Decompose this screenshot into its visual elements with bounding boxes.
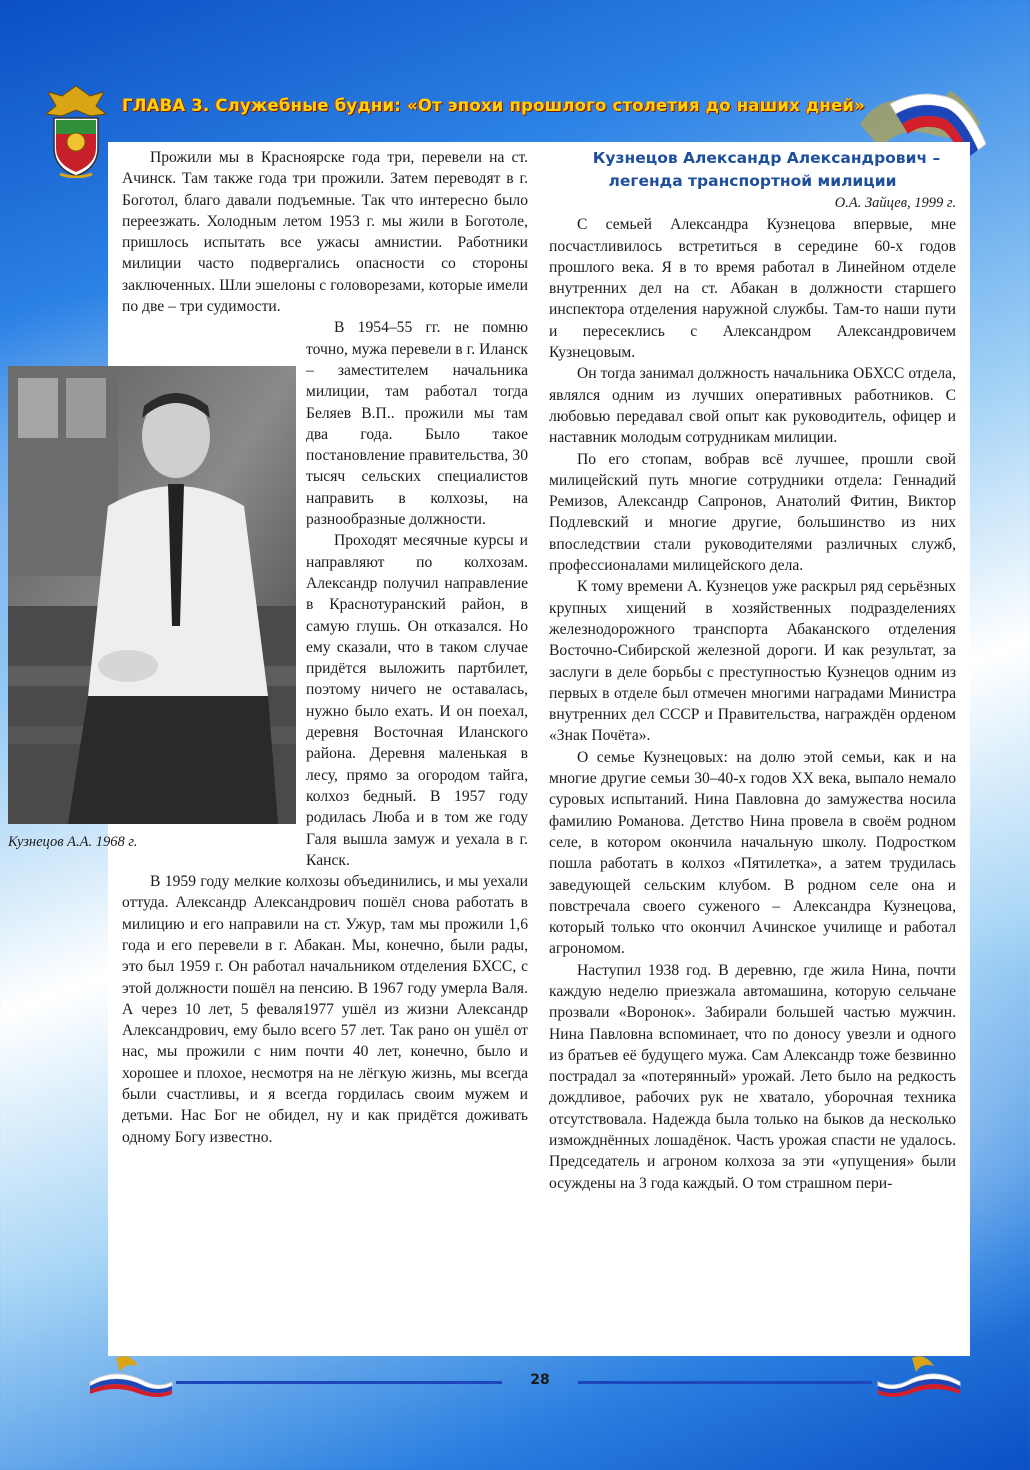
- police-emblem-icon: [40, 82, 112, 178]
- paragraph: Он тогда занимал должность начальника ОБХСС отдела, являлся одним из лучших оперативных работников. С любовью передавал свой опыт как руководитель, офицер и наставник молодым сотрудникам милиции.: [549, 365, 956, 447]
- left-column-flow: [8, 147, 528, 1148]
- paragraph: По его стопам, вобрав всё лучшее, прошли свой милицейский путь многие сотрудники отдела: Геннадий Ремизов, Александр Сапронов, Анатолий Фитин, Виктор Подлевский и многие другие, большинство из них впоследствии стали руководителями различных служб, профессионалами милицейского дела.: [549, 450, 956, 575]
- flag-ribbon-right-icon: [876, 1352, 964, 1400]
- paragraph: В 1954–55 гг. не помню точно, мужа перевели в г. Иланск – заместителем начальника милиции, там работал тогда Беляев В.П.. прожили мы там два года. Было такое постановление правительства, 30 тысяч сельских специалистов направить в колхозы, на разнообразные должности.: [306, 319, 528, 529]
- portrait-image: [8, 366, 296, 824]
- portrait-photo: [8, 366, 296, 851]
- page-number: 28: [530, 1372, 550, 1388]
- paragraph: Наступил 1938 год. В деревню, где жила Нина, почти каждую неделю приезжала автомашина, которую сельчане прозвали «Воронок». Забирали большей частью мужчин. Нина Павловна вспоминает, что по доносу увезли и одного из братьев её будущего мужа. Сам Александр тоже безвинно пострадал за «потерянный» урожай. Лето было на редкость дождливое, рабочих рук не хватало, уборочная техника отсутствовала. Надежда была только на быков да несколько изможднённых лошадёнок. Часть урожая спасти не удалось. Председатель и агроном колхоза за эти «упущения» были осуждены на 3 года каждый. О том страшном пери-: [549, 961, 956, 1192]
- right-column: [549, 147, 956, 1194]
- paragraph: В 1959 году мелкие колхозы объединились, и мы уехали оттуда. Александр Александрович пошёл снова работать в милицию и его направили на ст. Ужур, там мы прожили 1,6 года и его перевели в г. Абакан. Мы, конечно, были рады, это был 1959 г. Он работал начальником отделения БХСС, с этой должности пошёл на пенсию. В 1967 году умерла Валя. А через 10 лет, 5 феваля1977 ушёл из жизни Александр Александрович, ему было всего 57 лет. Так рано он ушёл от нас, мы прожили с ним почти 40 лет, конечно, было и хорошее и плохое, несмотря на не лёгкую жизнь, мы всегда были счастливы, и я всегда гордилась своим мужем и детьми. Нас Бог не обидел, ну и как придётся доживать одному Богу известно.: [122, 873, 528, 1146]
- article-byline: О.А. Зайцев, 1999 г.: [834, 195, 956, 211]
- paragraph: О семье Кузнецовых: на долю этой семьи, как и на многие другие семьи 30–40-х годов XX века, выпало немало суровых испытаний. Нина Павловна до замужества носила фамилию Романова. Детство Нина провела в своём родном селе, в котором окончила начальную школу. Подростком пошла работать в колхоз «Пятилетка», а затем трудилась заведующей сельским клубом. В родном селе она и повстречала своего суженого – Александра Кузнецова, который только что окончил Ачинское училище и работал агрономом.: [549, 748, 956, 958]
- article-title: Кузнецов Александр Александрович – легенда транспортной милиции: [592, 149, 941, 190]
- paragraph: С семьей Александра Кузнецова впервые, мне посчастливилось встретиться в середине 60-х годов прошлого века. Я в то время работал в Линейном отделе внутренних дел на ст. Абакан в должности старшего инспектора отделения наружной службы. Там-то наши пути и пересеклись с Александром Александровичем Кузнецовым.: [549, 216, 956, 362]
- flag-ribbon-left-icon: [86, 1352, 174, 1400]
- paragraph: К тому времени А. Кузнецов уже раскрыл ряд серьёзных крупных хищений в хозяйственных подразделениях железнодорожного транспорта Абаканского отделения Восточно-Сибирской железной дороги. И как результат, за заслуги в деле борьбы с преступностью Кузнецов одним из первых в отделе был отмечен многими наградами Министра внутренних дел СССР и Правительства, награждён орденом «Знак Почёта».: [549, 578, 956, 745]
- footer-rule-left: [176, 1381, 502, 1384]
- photo-caption: Кузнецов А.А. 1968 г.: [8, 834, 138, 851]
- chapter-title: ГЛАВА 3. Служебные будни: «От эпохи прошлого столетия до наших дней»: [122, 96, 866, 115]
- paragraph: Проходят месячные курсы и направляют по колхозам. Александр получил направление в Краснотуранский район, в самую глушь. Он отказался. Но ему сказали, что в таком случае придётся выложить партбилет, поэтому ничего не оставалась, нужно было ехать. И он поехал, деревня Восточная Иланского района. Деревня маленькая в лесу, прямо за огородом тайга, колхоз бедный. В 1957 году родилась Люба и в том же году Галя вышла замуж и уехала в г. Канск.: [306, 532, 528, 869]
- paragraph: Прожили мы в Красноярске года три, перевели на ст. Ачинск. Там также года три прожили. Затем переводят в г. Боготол, благо давали подъемные. Так что интересно было переезжать. Холодным летом 1953 г. мы жили в Боготоле, пришлось испытать все ужасы амнистии. Работники милиции часто подвергались опасности со стороны заключенных. Шли эшелоны с головорезами, которые имели по две – три судимости.: [122, 149, 528, 316]
- footer-rule-right: [578, 1381, 872, 1384]
